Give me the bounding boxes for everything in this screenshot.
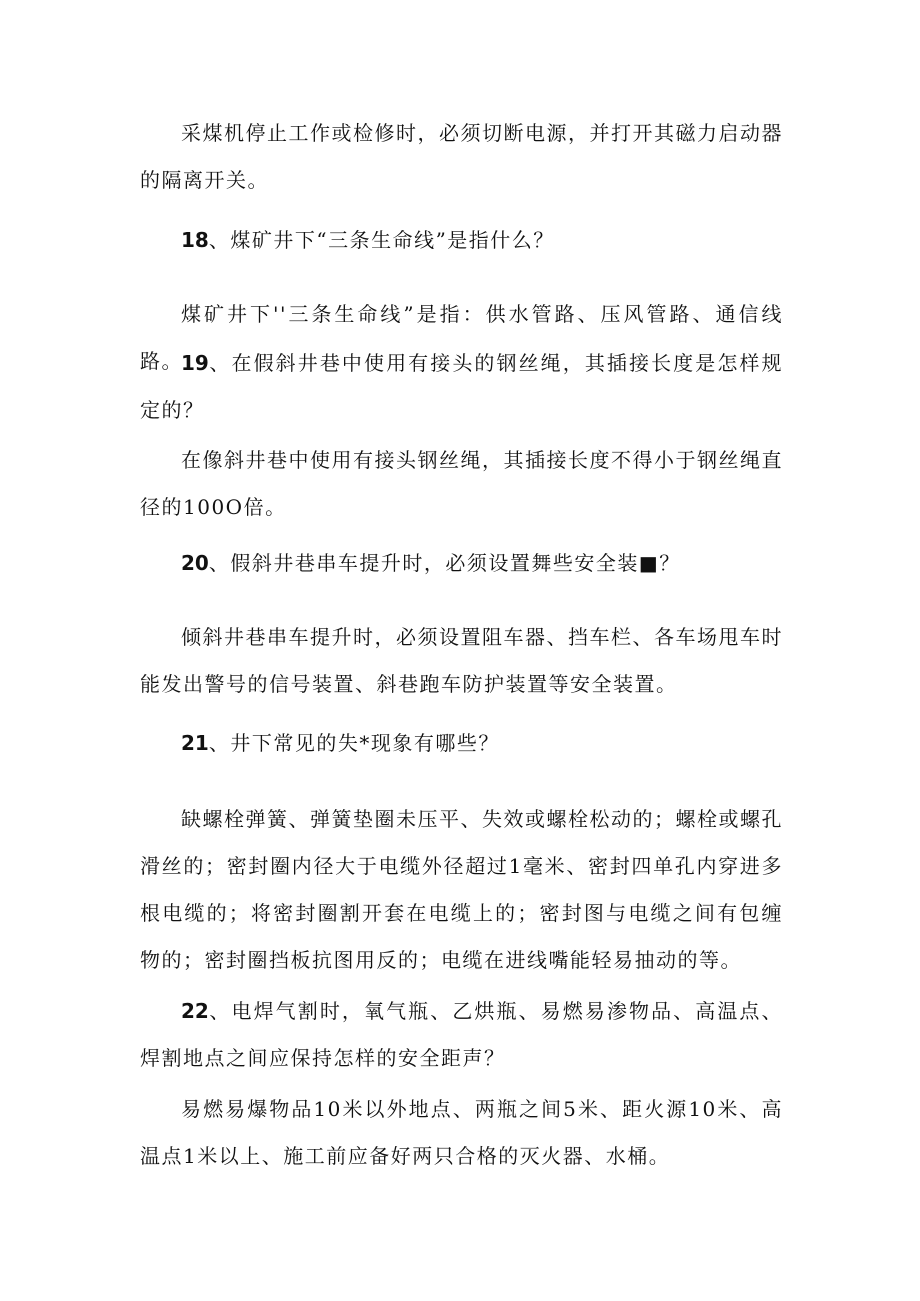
- answer-21: [140, 796, 783, 984]
- answer-22: [140, 1086, 783, 1180]
- answer-20: [140, 614, 783, 708]
- question-20-number: 20: [181, 551, 209, 575]
- answer-17-text: 采煤机停止工作或检修时，必须切断电源，并打开其磁力启动器的隔离开关。: [140, 121, 783, 192]
- question-18: [140, 217, 783, 264]
- question-21-text: 、井下常见的失*现象有哪些？: [208, 731, 500, 755]
- answer-19-text: 在像斜井巷中使用有接头钢丝绳，其插接长度不得小于钢丝绳直径的100O倍。: [140, 448, 783, 519]
- question-22: [140, 988, 783, 1082]
- question-22-number: 22: [181, 999, 209, 1023]
- answer-22-text: 易燃易爆物品10米以外地点、两瓶之间5米、距火源10米、高温点1米以上、施工前应备好两只合格的灭火器、水桶。: [140, 1097, 783, 1168]
- question-20: [140, 540, 783, 587]
- question-19: [140, 340, 783, 434]
- question-18-text: 、煤矿井下“三条生命线”是指什么？: [208, 228, 555, 252]
- question-21: [140, 720, 783, 767]
- answer-17: [140, 110, 783, 204]
- question-20-text: 、假斜井巷串车提升时，必须设置舞些安全装■？: [208, 551, 681, 575]
- question-18-number: 18: [181, 228, 209, 252]
- question-22-text: 、电焊气割时，氧气瓶、乙烘瓶、易燃易渗物品、高温点、焊割地点之间应保持怎样的安全距声？: [140, 999, 783, 1070]
- answer-21-text: 缺螺栓弹簧、弹簧垫圈未压平、失效或螺栓松动的；螺栓或螺孔滑丝的；密封圈内径大于电缆外径超过1毫米、密封四单孔内穿进多根电缆的；将密封圈割开套在电缆上的；密封图与电缆之间有包缠物的；密封圈挡板抗图用反的；电缆在进线嘴能轻易抽动的等。: [140, 807, 783, 972]
- answer-18-text: 煤矿井下''三条生命线”是指：供水管路、压风管路、通信线路。: [140, 302, 783, 373]
- answer-20-text: 倾斜井巷串车提升时，必须设置阻车器、挡车栏、各车场甩车时能发出警号的信号装置、斜巷跑车防护装置等安全装置。: [140, 625, 783, 696]
- question-21-number: 21: [181, 731, 209, 755]
- question-19-text: 、在假斜井巷中使用有接头的钢丝绳，其插接长度是怎样规定的？: [140, 351, 783, 422]
- question-19-number: 19: [181, 351, 209, 375]
- answer-19: [140, 437, 783, 531]
